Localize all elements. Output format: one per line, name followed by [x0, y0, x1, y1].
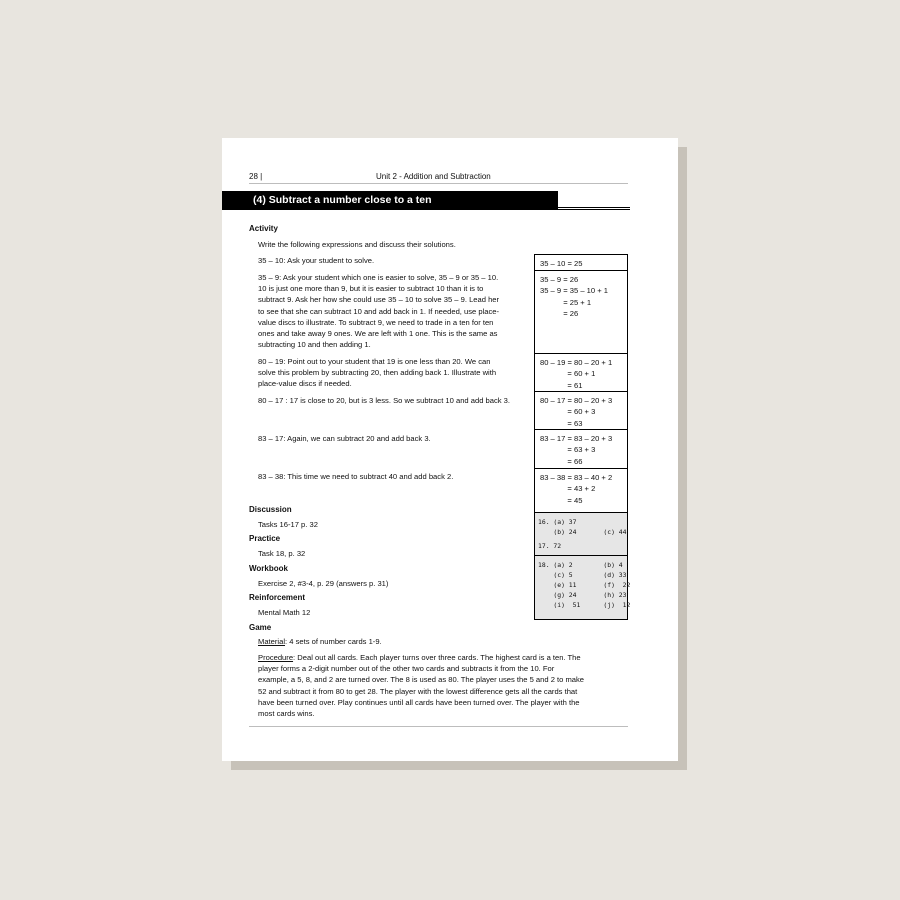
- footer-rule: [249, 726, 628, 727]
- unit-title: Unit 2 - Addition and Subtraction: [376, 172, 491, 181]
- document-page: [222, 138, 678, 761]
- text-line: subtract 9. Ask her how she could use 35 – 10 to solve 35 – 9. Lead her: [258, 295, 500, 305]
- box-line: = 26: [540, 309, 579, 319]
- solution-box-4: [534, 391, 628, 430]
- box-line: = 63 + 3: [540, 445, 596, 455]
- solution-box-5: [534, 429, 628, 469]
- game-heading: Game: [249, 623, 272, 632]
- workbook-heading: Workbook: [249, 564, 288, 573]
- reinforcement-text: Mental Math 12: [258, 608, 311, 617]
- discussion-heading: Discussion: [249, 505, 292, 514]
- text-line: place-value discs if needed.: [258, 379, 352, 389]
- activity-heading: Activity: [249, 224, 278, 233]
- text-line: 35 – 9: Ask your student which one is easier to solve, 35 – 9 or 35 – 10.: [258, 273, 499, 282]
- solution-box-3: [534, 353, 628, 392]
- game-procedure: [258, 652, 638, 719]
- answer-line: (g) 24 (h) 23: [538, 591, 627, 599]
- section-title: (4) Subtract a number close to a ten: [253, 194, 432, 206]
- text-line: have been turned over. Play continues until all cards have been turned over. The player with the: [258, 697, 580, 707]
- text-line: 80 – 19: Point out to your student that 19 is one less than 20. We can: [258, 357, 491, 366]
- box-line: = 60 + 1: [540, 369, 596, 379]
- activity-p6: 83 – 38: This time we need to subtract 40 and add back 2.: [258, 472, 454, 481]
- box-line: 80 – 17 = 80 – 20 + 3: [540, 396, 613, 405]
- box-line: = 66: [540, 456, 583, 466]
- answer-line: (e) 11 (f) 22: [538, 581, 631, 589]
- reinforcement-heading: Reinforcement: [249, 593, 306, 602]
- text-line: 52 and subtract it from 80 to get 28. The player with the lowest difference gets all the cards that: [258, 686, 578, 696]
- box-line: = 43 + 2: [540, 484, 596, 494]
- text-line: subtracting 10 and then adding 1.: [258, 340, 371, 350]
- box-line: 83 – 17 = 83 – 20 + 3: [540, 434, 613, 443]
- box-line: = 45: [540, 495, 583, 505]
- text-line: 10 is just one more than 9, but it is easier to subtract 10 than it is to: [258, 284, 484, 294]
- answer-line: (i) 51 (j) 12: [538, 601, 631, 609]
- solution-box-1: [534, 254, 628, 271]
- box-line: 83 – 38 = 83 – 40 + 2: [540, 473, 613, 482]
- workbook-text: Exercise 2, #3-4, p. 29 (answers p. 31): [258, 579, 389, 588]
- answer-line: (c) 5 (d) 33: [538, 571, 627, 579]
- text-line: solve this problem by subtracting 20, then adding back 1. Illustrate with: [258, 368, 497, 378]
- procedure-label: Procedure: [258, 653, 294, 662]
- box-line: = 63: [540, 418, 583, 428]
- answer-line: 16. (a) 37: [538, 518, 577, 526]
- activity-intro: Write the following expressions and discuss their solutions.: [258, 240, 456, 249]
- box-line: 35 – 10 = 25: [540, 259, 583, 268]
- box-line: 35 – 9 = 26: [540, 275, 579, 284]
- answer-line: (b) 24 (c) 44: [538, 528, 627, 536]
- text-line: ones and take away 9 ones. We are left with 1 one. This is the same as: [258, 329, 498, 339]
- box-line: = 61: [540, 380, 583, 390]
- text-line: [258, 652, 638, 663]
- practice-heading: Practice: [249, 534, 281, 543]
- material-label: Material: [258, 637, 286, 646]
- section-banner: [222, 191, 558, 210]
- box-line: = 25 + 1: [540, 297, 592, 307]
- answer-box-16-17: [534, 512, 628, 556]
- answer-box-18: [534, 555, 631, 620]
- text-line: to see that she can subtract 10 and add back in 1. If needed, use place-: [258, 306, 500, 316]
- header-rule: [249, 183, 628, 184]
- text-line: most cards wins.: [258, 709, 315, 719]
- procedure-text: : Deal out all cards. Each player turns over three cards. The highest card is a ten. The: [293, 653, 581, 662]
- activity-p5: 83 – 17: Again, we can subtract 20 and add back 3.: [258, 434, 431, 443]
- banner-rule-bottom: [558, 209, 630, 210]
- activity-p4: 80 – 17 : 17 is close to 20, but is 3 less. So we subtract 10 and add back 3.: [258, 396, 511, 405]
- activity-p3: [258, 356, 530, 390]
- answer-line: 18. (a) 2 (b) 4: [538, 561, 623, 569]
- activity-p1: 35 – 10: Ask your student to solve.: [258, 256, 375, 265]
- answer-line: 17. 72: [538, 542, 562, 550]
- text-line: value discs to illustrate. To subtract 9, we need to trade in a ten for ten: [258, 317, 494, 327]
- game-material: [258, 636, 382, 647]
- solution-box-6: [534, 468, 628, 513]
- box-line: 80 – 19 = 80 – 20 + 1: [540, 358, 613, 367]
- discussion-text: Tasks 16-17 p. 32: [258, 520, 318, 529]
- page-number: 28 |: [249, 172, 263, 181]
- box-line: = 60 + 3: [540, 407, 596, 417]
- box-line: 35 – 9 = 35 – 10 + 1: [540, 286, 608, 296]
- activity-p2: [258, 272, 530, 350]
- material-text: : 4 sets of number cards 1-9.: [285, 637, 382, 646]
- text-line: player forms a 2-digit number out of the other two cards and subtracts it from the 10. For: [258, 664, 555, 674]
- banner-rule-top: [558, 207, 630, 208]
- text-line: example, a 5, 8, and 2 are turned over. The 8 is used as 80. The player uses the 5 and 2 to make: [258, 675, 585, 685]
- solution-box-2: [534, 270, 628, 354]
- practice-text: Task 18, p. 32: [258, 549, 306, 558]
